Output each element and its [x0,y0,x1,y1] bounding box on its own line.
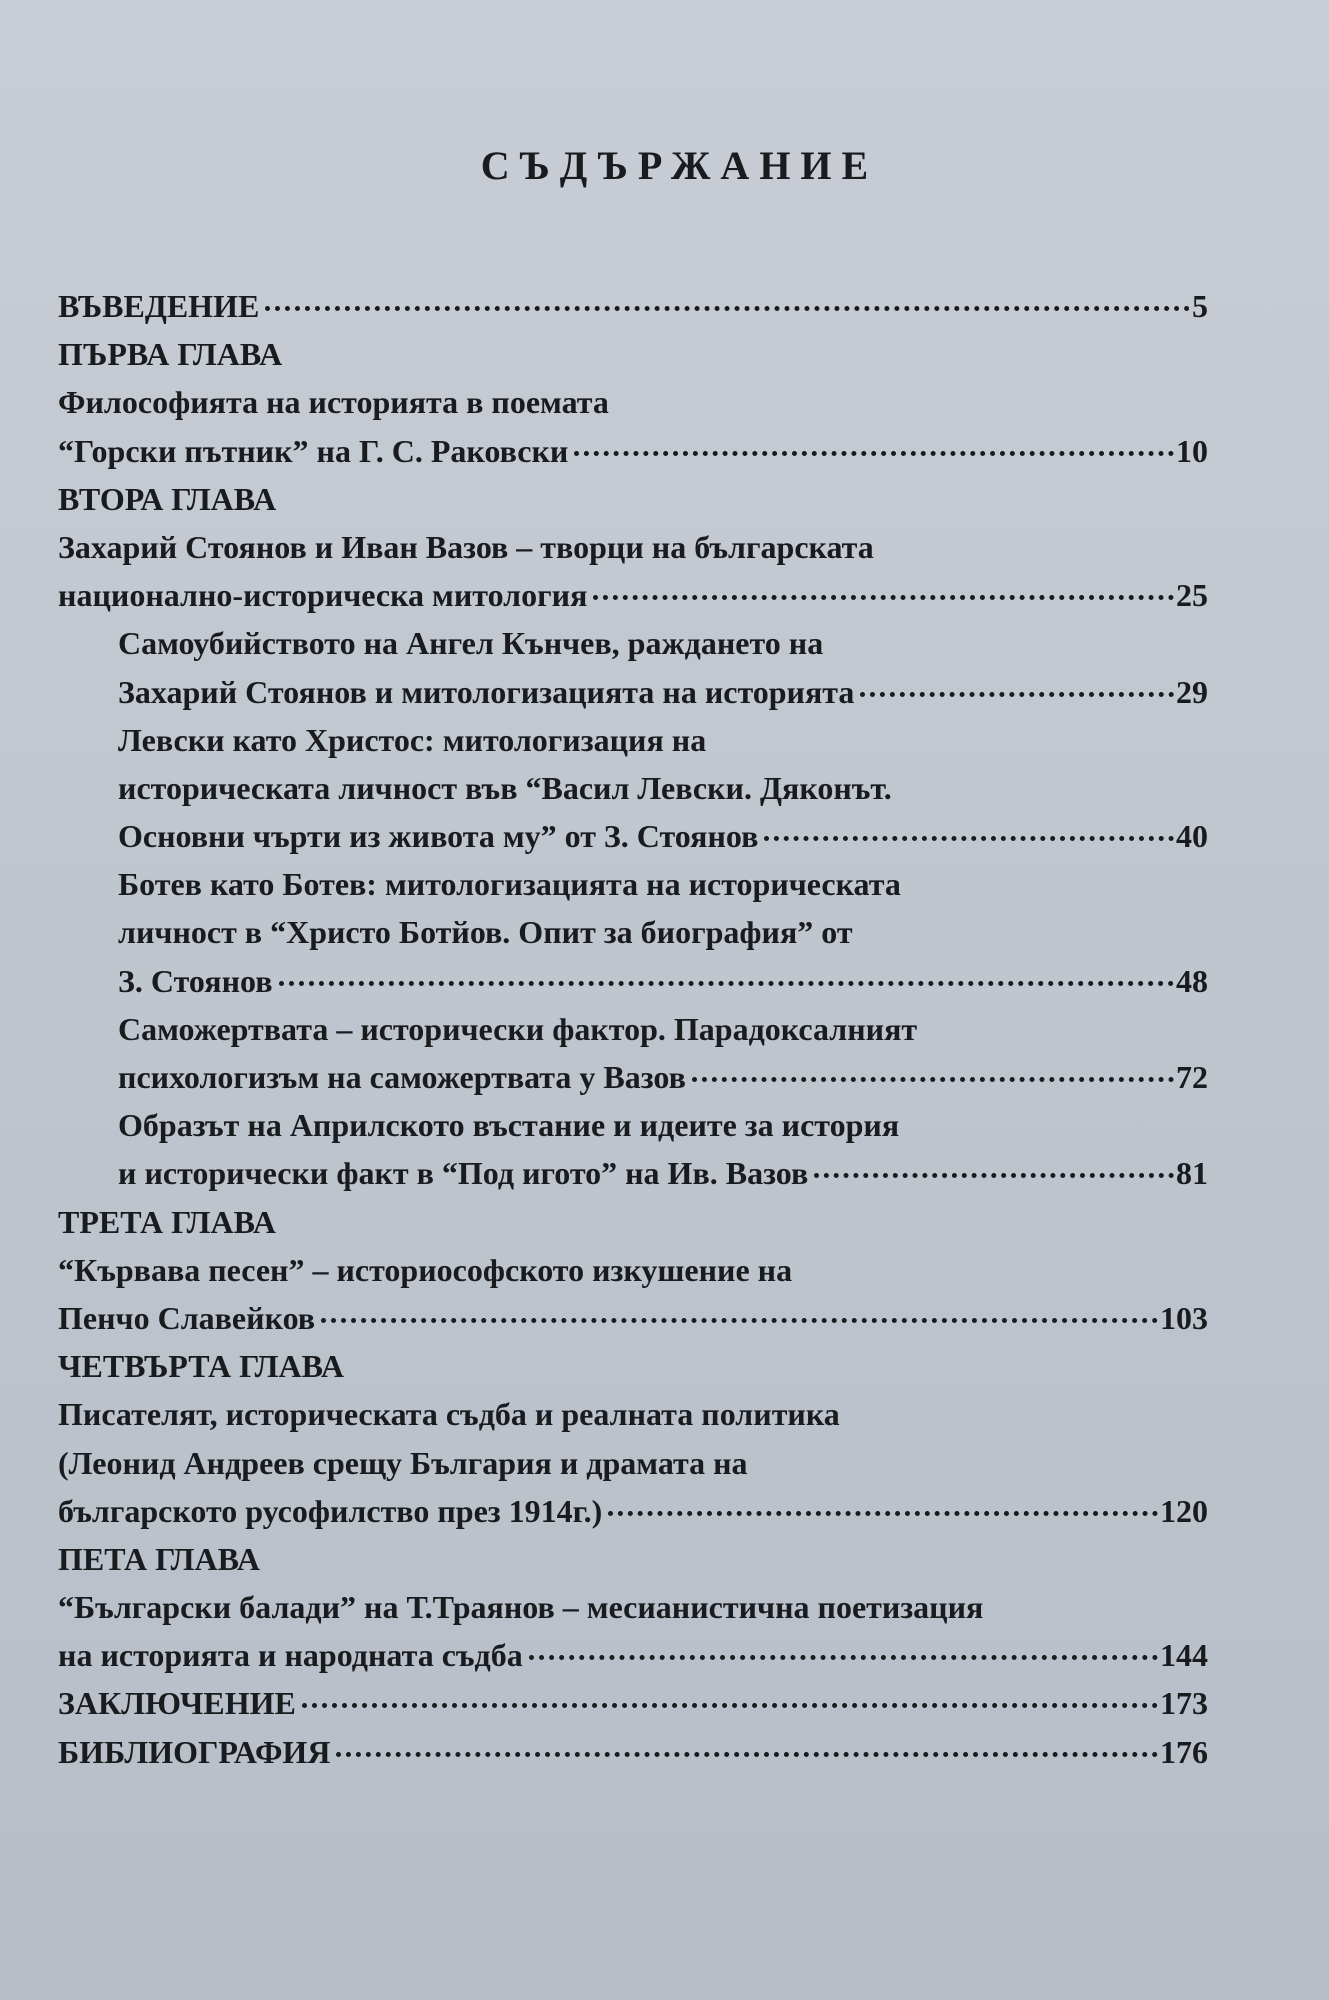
toc-line [58,908,1208,956]
dot-leader [814,1149,1174,1178]
dot-leader [302,1679,1158,1708]
toc-line [58,1390,1208,1438]
toc-line [58,282,1208,330]
dot-leader [860,668,1174,697]
toc-line [58,1101,1208,1149]
toc-entry-text: “Горски пътник” на Г. С. Раковски [58,432,569,469]
toc-entry-text: З. Стоянов [118,962,273,999]
toc-line [58,1005,1208,1053]
toc-page-number: 72 [1176,1059,1208,1095]
toc-line [58,1053,1208,1101]
toc-line [58,475,1208,523]
toc-entry-text: ТРЕТА ГЛАВА [58,1203,277,1240]
dot-leader [336,1728,1158,1757]
toc-line [58,1342,1208,1390]
page-title: СЪДЪРЖАНИЕ [480,143,879,188]
toc-entry-text: ВТОРА ГЛАВА [58,480,277,517]
toc-line [58,716,1208,764]
toc-page-number: 173 [1160,1685,1208,1722]
toc-entry-text: национално-историческа митология [58,577,588,614]
toc-page-number: 144 [1160,1637,1208,1674]
toc-line [58,1728,1208,1776]
dot-leader [279,957,1175,986]
toc-entry-text: българското русофилство през 1914г.) [58,1492,603,1529]
toc-line [58,1631,1208,1679]
toc-line [58,1583,1208,1631]
toc-line [58,1198,1208,1246]
dot-leader [321,1294,1158,1323]
toc-page-number: 176 [1160,1733,1208,1770]
toc-entry-text: Ботев като Ботев: митологизацията на историческата [118,866,901,903]
toc-entry-text: “Кървава песен” – историософското изкушение на [58,1251,793,1288]
toc-line [58,957,1208,1005]
dot-leader [574,427,1174,456]
toc-line [58,1439,1208,1487]
toc-line [58,764,1208,812]
toc-entry-text: ЧЕТВЪРТА ГЛАВА [58,1348,345,1385]
toc-entry-text: Писателят, историческата съдба и реалната политика [58,1396,840,1433]
toc-entry-text: Саможертвата – исторически фактор. Парадоксалният [118,1010,918,1047]
toc-entry-text: историческата личност във “Васил Левски. Дяконът. [118,769,892,806]
toc-line [58,378,1208,426]
toc-page-number: 10 [1176,432,1208,469]
toc-entry-text: личност в “Христо Ботйов. Опит за биография” от [118,914,853,951]
toc-page-number: 103 [1160,1299,1208,1336]
toc-line [58,812,1208,860]
toc-entry-text: (Леонид Андреев срещу България и драмата на [58,1444,748,1481]
toc-line [58,1679,1208,1727]
toc-entry-text: и исторически факт в “Под игото” на Ив. Вазов [118,1155,809,1192]
dot-leader [764,812,1174,841]
toc-entry-text: Захарий Стоянов и Иван Вазов – творци на българската [58,528,874,565]
toc-line [58,523,1208,571]
toc-line [58,860,1208,908]
toc-line [58,1149,1208,1197]
toc-line [58,1535,1208,1583]
toc-entry-text: ЗАКЛЮЧЕНИЕ [58,1685,296,1722]
toc-page-number: 29 [1176,673,1208,710]
toc-line [58,1294,1208,1342]
toc-page-number: 120 [1160,1492,1208,1529]
toc-entry-text: психологизъм на саможертвата у Вазов [118,1059,686,1095]
table-of-contents [58,282,1208,1776]
dot-leader [529,1631,1158,1660]
toc-line [58,571,1208,619]
dot-leader [608,1487,1158,1516]
toc-page-number: 40 [1176,818,1208,855]
toc-line [58,427,1208,475]
toc-entry-text: Основни чърти из живота му” от З. Стоянов [118,818,759,855]
toc-entry-text: Философията на историята в поемата [58,384,609,421]
toc-entry-text: Самоубийството на Ангел Кънчев, раждането на [118,625,824,662]
toc-entry-text: Левски като Христос: митологизация на [118,721,707,758]
toc-line [58,619,1208,667]
toc-entry-text: БИБЛИОГРАФИЯ [58,1733,331,1770]
dot-leader [692,1053,1174,1082]
toc-page-number: 81 [1176,1155,1208,1192]
toc-entry-text: “Български балади” на Т.Траянов – месианистична поетизация [58,1589,984,1626]
toc-page-number: 5 [1192,288,1208,324]
toc-line [58,668,1208,716]
toc-line [58,1487,1208,1535]
toc-entry-text: Захарий Стоянов и митологизацията на историята [118,673,855,710]
dot-leader [265,282,1190,311]
toc-entry-text: ВЪВЕДЕНИЕ [58,288,260,324]
toc-entry-text: Образът на Априлското въстание и идеите за история [118,1107,900,1144]
toc-page-number: 48 [1176,962,1208,999]
dot-leader [593,571,1174,600]
toc-line [58,1246,1208,1294]
toc-entry-text: ПЕТА ГЛАВА [58,1540,261,1577]
toc-entry-text: на историята и народната съдба [58,1637,523,1674]
toc-entry-text: ПЪРВА ГЛАВА [58,336,283,373]
toc-line [58,330,1208,378]
toc-entry-text: Пенчо Славейков [58,1299,316,1336]
toc-page-number: 25 [1176,577,1208,614]
